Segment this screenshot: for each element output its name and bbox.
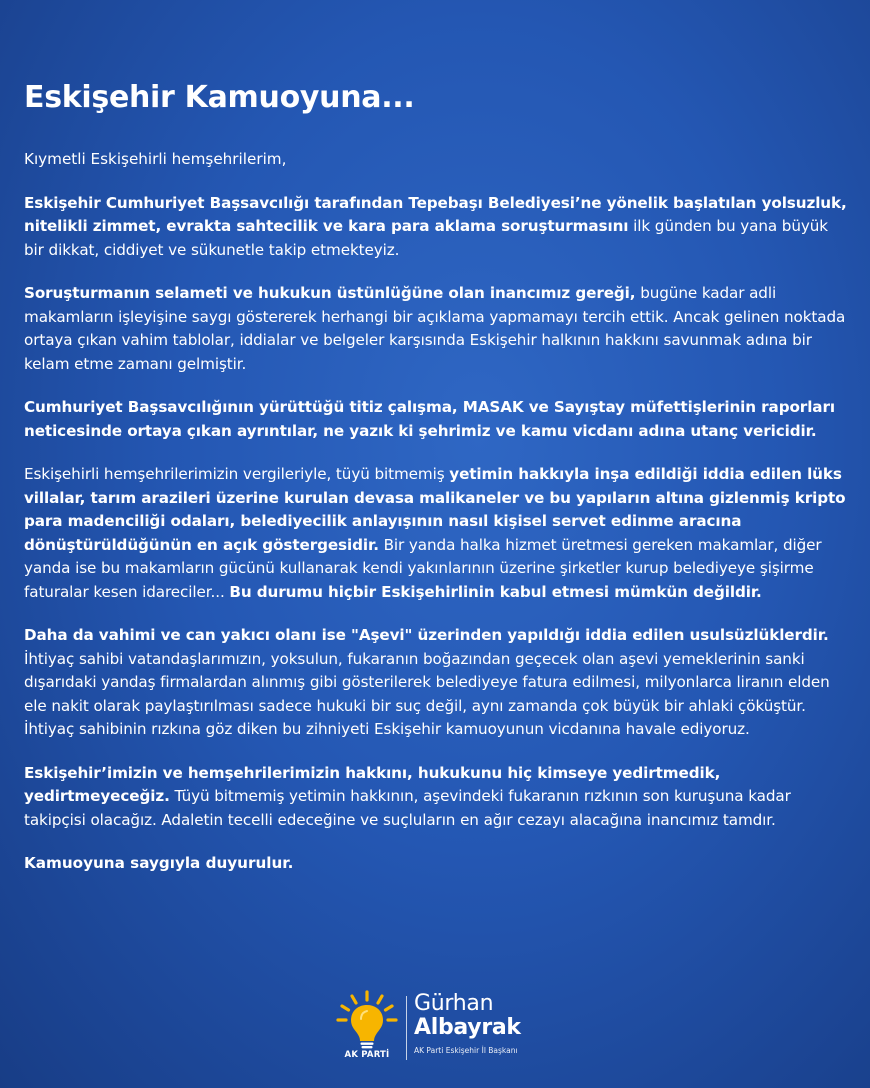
page-title: Eskişehir Kamuoyuna...: [24, 80, 415, 115]
text-run: İhtiyaç sahibi vatandaşlarımızın, yoksulun, fukaranın boğazından geçecek olan aşevi yemeklerinin sanki dışarıdaki yandaş firmalardan alınmış gibi gösterilerek belediyeye fatura edilmesi, milyonlarca liranın elden ele nakit olarak paylaştırılması sadece hukuki bir suç değil, aynı zamanda çok büyük bir ahlaki çöküştür. İhtiyaç sahibinin rızkına göz diken bu zihniyeti Eskişehir kamuoyunun vicdanına havale ediyoruz.: [24, 649, 830, 738]
salutation: Kıymetli Eskişehirli hemşehrilerim,: [24, 150, 287, 168]
signatory-first-name: Gürhan: [414, 991, 494, 1016]
text-run: ilk günden bu yana büyük bir dikkat, ciddiyet ve sükunetle takip etmekteyiz.: [24, 217, 828, 259]
text-run: Eskişehirli hemşehrilerimizin vergileriyle, tüyü bitmemiş: [24, 465, 450, 483]
logo-text: AK PARTİ: [344, 1050, 390, 1060]
text-run: Tüyü bitmemiş yetimin hakkının, aşevindeki fukaranın rızkının son kuruşuna kadar takipçisi olacağız. Adaletin tecelli edeceğine ve suçluların en ağır cezayı alacağına inancımız tamdır.: [24, 787, 791, 829]
text-run: Bir yanda halka hizmet üretmesi gereken makamlar, diğer yanda ise bu makamların gücünü kullanarak kendi yakınlarının üzerine şirketler kurup belediyeye şişirme faturalar kesen idareciler...: [24, 535, 822, 601]
bold-text-run: Eskişehir Cumhuriyet Başsavcılığı tarafından Tepebaşı Belediyesi’ne yönelik başlatılan yolsuzluk, nitelikli zimmet, evrakta sahtecilik ve kara para aklama soruşturmasını: [24, 193, 847, 235]
bold-text-run: Bu durumu hiçbir Eskişehirlinin kabul etmesi mümkün değildir.: [229, 582, 762, 601]
bold-text-run: Daha da vahimi ve can yakıcı olanı ise "Aşevi" üzerinden yapıldığı iddia edilen usulsüzlüklerdir.: [24, 626, 829, 644]
body-paragraph: [24, 624, 850, 742]
bold-text-run: Soruşturmanın selameti ve hukukun üstünlüğüne olan inancımız gereği,: [24, 284, 636, 302]
bold-text-run: yetimin hakkıyla inşa edildiği iddia edilen lüks villalar, tarım arazileri üzerine kurulan devasa malikaneler ve bu yapıların altına gizlenmiş kripto para madenciliği odaları, belediyecilik anlayışının nasıl kişisel servet edinme aracına dönüştürüldüğünün en açık göstergesidir.: [24, 465, 846, 554]
body-paragraph: [24, 396, 850, 443]
statement-document: [24, 78, 850, 876]
signature-divider: [406, 996, 407, 1060]
signatory-last-name: Albayrak: [414, 1015, 521, 1040]
bold-text-run: Cumhuriyet Başsavcılığının yürüttüğü titiz çalışma, MASAK ve Sayıştay müfettişlerinin raporları neticesinde ortaya çıkan ayrıntılar, ne yazık ki şehrimiz ve kamu vicdanı adına utanç vericidir.: [24, 398, 835, 440]
signature-block: [334, 988, 554, 1068]
statement-body: [24, 192, 850, 833]
body-paragraph: [24, 463, 850, 604]
bold-text-run: Eskişehir’imizin ve hemşehrilerimizin hakkını, hukukunu hiç kimseye yedirtmedik, yedirtmeyeceğiz.: [24, 763, 721, 805]
signatory-role: AK Parti Eskişehir İl Başkanı: [414, 1046, 518, 1055]
body-paragraph: [24, 762, 850, 833]
text-run: bugüne kadar adli makamların işleyişine saygı göstererek herhangi bir açıklama yapmamayı tercih ettik. Ancak gelinen noktada ortaya çıkan vahim tablolar, iddialar ve belgeler karşısında Eskişehir halkının hakkını savunmak adına bir kelam etme zamanı gelmiştir.: [24, 284, 846, 373]
closing-line: Kamuoyuna saygıyla duyurulur.: [24, 854, 294, 872]
body-paragraph: [24, 192, 850, 263]
body-paragraph: [24, 282, 850, 376]
